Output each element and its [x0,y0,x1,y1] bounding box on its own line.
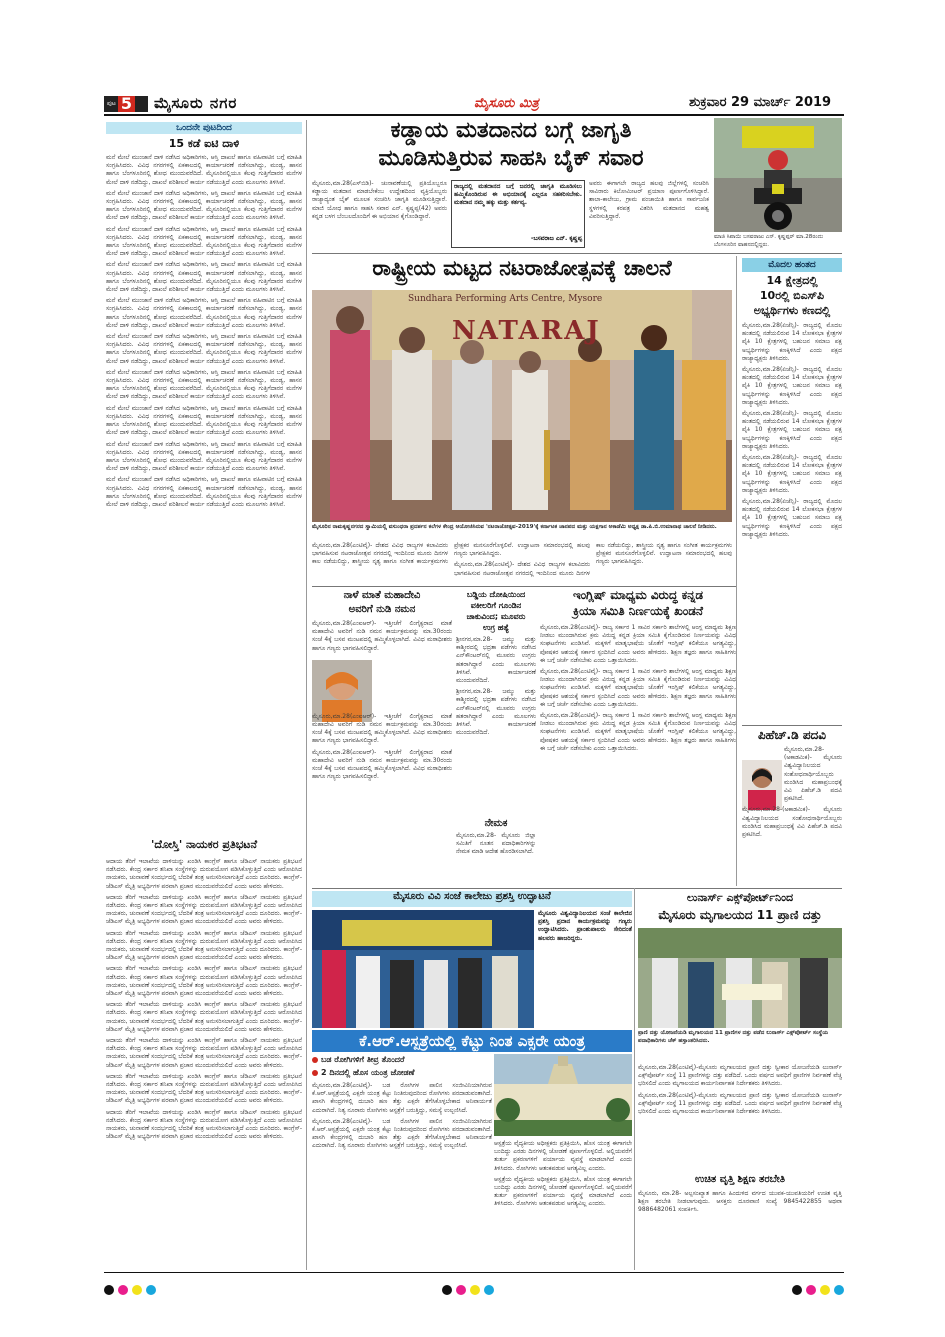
bike-body-left [312,180,447,250]
protest-paragraph-8: ಆದಾಯ ತೆರಿಗೆ ಇಲಾಖೆಯ ದಾಳಿಯನ್ನು ಖಂಡಿಸಿ ಕಾಂಗ್ರೆಸ್ ಹಾಗೂ ಜೆಡಿಎಸ್ ನಾಯಕರು ಪ್ರತಿಭಟನೆ ನಡೆಸಿದರು. ಕೇಂದ್ರ ಸರ್ಕಾರ ತನಿಖಾ ಸಂಸ್ಥೆಗಳನ್ನು ದುರುಪಯೋಗ ಪಡಿಸಿಕೊಳ್ಳುತ್ತಿದೆ ಎಂದು ಆರೋಪಿಸಿದ ನಾಯಕರು, ಚುನಾವಣೆ ಸಂದರ್ಭದಲ್ಲಿ ಬೆದರಿಕೆ ತಂತ್ರ ಅನುಸರಿಸಲಾಗುತ್ತಿದೆ ಎಂದು ದೂರಿದರು. ಕಾಂಗ್ರೆಸ್-ಜೆಡಿಎಸ್ ಮೈತ್ರಿ ಅಭ್ಯರ್ಥಿಗಳ ಪರವಾಗಿ ಪ್ರಚಾರ ಮುಂದುವರೆಯಲಿದೆ ಎಂದು ಅವರು ಹೇಳಿದರು. [106,1108,302,1141]
page-label: ಪುಟ [107,100,116,107]
swami-paragraph-3: ಮೈಸೂರು,ಮಾ.28(ಎಂಐಆರ್)- ಇತ್ತೀಚೆಗೆ ಲಿಂಗೈಕ್ಯರಾದ ಮಾತೆ ಮಹಾದೇವಿ ಅವರಿಗೆ ನುಡಿ ನಮನ ಕಾರ್ಯಕ್ರಮವನ್ನು ಮಾ.30ರಂದು ಸಂಜೆ 4ಕ್ಕೆ ಬಸವ ಮಂಟಪದಲ್ಲಿ ಹಮ್ಮಿಕೊಳ್ಳಲಾಗಿದೆ. ವಿವಿಧ ಮಠಾಧೀಶರು ಹಾಗೂ ಗಣ್ಯರು ಭಾಗವಹಿಸಲಿದ್ದಾರೆ. [312,748,452,781]
bsp-headline-line1: 14 ಕ್ಷೇತ್ರದಲ್ಲಿ [766,274,818,287]
kr-hospital-headline: ಕೆ.ಆರ್.ಆಸ್ಪತ್ರೆಯಲ್ಲಿ ಕೆಟ್ಟು ನಿಂತ ಎಕ್ಸರೇ ಯಂತ್ರ [312,1030,632,1052]
swami-paragraph-2: ಮೈಸೂರು,ಮಾ.28(ಎಂಐಆರ್)- ಇತ್ತೀಚೆಗೆ ಲಿಂಗೈಕ್ಯರಾದ ಮಾತೆ ಮಹಾದೇವಿ ಅವರಿಗೆ ನುಡಿ ನಮನ ಕಾರ್ಯಕ್ರಮವನ್ನು ಮಾ.30ರಂದು ಸಂಜೆ 4ಕ್ಕೆ ಬಸವ ಮಂಟಪದಲ್ಲಿ ಹಮ್ಮಿಕೊಳ್ಳಲಾಗಿದೆ. ವಿವಿಧ ಮಠಾಧೀಶರು ಹಾಗೂ ಗಣ್ಯರು ಭಾಗವಹಿಸಲಿದ್ದಾರೆ. [312,712,452,745]
kr-hospital-bullet-1-text: ಬಡ ರೋಗಿಗಳಿಗೆ ತೀವ್ರ ತೊಂದರೆ [321,1055,405,1064]
luna-paragraph-1: ಮೈಸೂರು,ಮಾ.28(ಎಂಟಿವೈ)-ಮೈಸೂರು ಮೃಗಾಲಯದ ಪ್ರಾಣಿ ದತ್ತು ಸ್ವೀಕಾರ ಯೋಜನೆಯಡಿ ಲುನಾರ್ಸ್ ಎಕ್ಸ್‌ಪೋರ್ಟ್ ಸಂಸ್ಥೆ 11 ಪ್ರಾಣಿಗಳನ್ನು ದತ್ತು ಪಡೆದಿದೆ. ಒಂದು ವರ್ಷದ ಅವಧಿಗೆ ಪ್ರಾಣಿಗಳ ನಿರ್ವಹಣೆ ವೆಚ್ಚ ಭರಿಸಲಿದೆ ಎಂದು ಮೃಗಾಲಯದ ಕಾರ್ಯನಿರ್ವಾಹಕ ನಿರ್ದೇಶಕರು ತಿಳಿಸಿದರು. [638,1064,842,1088]
appointment-subhead: ನೇಮಕ [484,818,508,829]
left-column-divider [306,120,307,1270]
it-raid-paragraph-9: ಮನೆ ಮೇಲೆ ಮುಂಜಾನೆ ದಾಳಿ ನಡೆಸಿದ ಅಧಿಕಾರಿಗಳು, ಆಸ್ತಿ ದಾಖಲೆ ಹಾಗೂ ವಹಿವಾಟಿನ ಬಗ್ಗೆ ಮಾಹಿತಿ ಸಂಗ್ರಹಿಸಿದರು. ವಿವಿಧ ನಗರಗಳಲ್ಲಿ ಏಕಕಾಲದಲ್ಲಿ ಕಾರ್ಯಾಚರಣೆ ನಡೆಸಲಾಗಿದ್ದು, ಮಂಡ್ಯ, ಹಾಸನ ಹಾಗೂ ಬೆಂಗಳೂರಿನಲ್ಲಿ ಶೋಧ ಮುಂದುವರೆದಿದೆ. ಮೈಸೂರಿನಲ್ಲಿಯೂ ಕೆಲವು ಗುತ್ತಿಗೆದಾರರ ಮನೆಗಳ ಮೇಲೆ ದಾಳಿ ನಡೆದಿದ್ದು, ದಾಖಲೆ ಪರಿಶೀಲನೆ ಕಾರ್ಯ ನಡೆಯುತ್ತಿದೆ ಎಂದು ಮೂಲಗಳು ತಿಳಿಸಿವೆ. [106,440,302,473]
nataraja-body-text-1: ಮೈಸೂರು,ಮಾ.28(ಎಂಟಿವೈ)- ದೇಶದ ವಿವಿಧ ರಾಜ್ಯಗಳ ಕಲಾವಿದರು ಭಾಗವಹಿಸುವ ನಟರಾಜೋತ್ಸವ ನಗರದಲ್ಲಿ ಇಂದಿನಿಂದ ಮೂರು ದಿನಗಳ ಕಾಲ ನಡೆಯಲಿದ್ದು, ಶಾಸ್ತ್ರೀಯ ನೃತ್ಯ ಹಾಗೂ ಸಂಗೀತ ಕಾರ್ಯಕ್ರಮಗಳು ಪ್ರೇಕ್ಷಕರ ಮನಸೂರೆಗೊಳ್ಳಲಿವೆ. ಉದ್ಘಾಟನಾ ಸಮಾರಂಭದಲ್ಲಿ ಹಲವು ಗಣ್ಯರು ಭಾಗವಹಿಸಿದ್ದರು. [312,542,590,566]
nataraja-banner-text: Sundhara Performing Arts Centre, Mysore [408,294,603,304]
protest-body [106,858,302,1270]
kannada-headline-line2: ಕ್ರಿಯಾ ಸಮಿತಿ ನಿರ್ಣಯಕ್ಕೆ ಖಂಡನೆ [572,604,704,618]
attack-headline-line1: ಬಡ್ಡಿಯ ದೋಷಿಯಿಂದ [466,590,526,599]
kr-hospital-photo [494,1054,632,1136]
kr-hospital-building-illustration [494,1054,632,1136]
kannada-headline-line1: ಇಂಗ್ಲಿಷ್ ಮಾಧ್ಯಮ ವಿರುದ್ಧ ಕನ್ನಡ [572,588,704,602]
swami-paragraph-1: ಮೈಸೂರು,ಮಾ.28(ಎಂಐಆರ್)- ಇತ್ತೀಚೆಗೆ ಲಿಂಗೈಕ್ಯರಾದ ಮಾತೆ ಮಹಾದೇವಿ ಅವರಿಗೆ ನುಡಿ ನಮನ ಕಾರ್ಯಕ್ರಮವನ್ನು ಮಾ.30ರಂದು ಸಂಜೆ 4ಕ್ಕೆ ಬಸವ ಮಂಟಪದಲ್ಲಿ ಹಮ್ಮಿಕೊಳ್ಳಲಾಗಿದೆ. ವಿವಿಧ ಮಠಾಧೀಶರು ಹಾಗೂ ಗಣ್ಯರು ಭಾಗವಹಿಸಲಿದ್ದಾರೆ. [312,620,452,652]
bsp-body [742,322,842,722]
attack-headline-line2: ವಕೀಲರಿಗೆ ಗೂಂಡಿನ [470,601,522,610]
kr-hospital-paragraph-2: ಮೈಸೂರು,ಮಾ.28(ಎಂಟಿವೈ)- ಬಡ ರೋಗಿಗಳ ಪಾಲಿನ ಸಂಜೀವಿನಿಯಾಗಿರುವ ಕೆ.ಆರ್.ಆಸ್ಪತ್ರೆಯಲ್ಲಿ ಎಕ್ಸರೇ ಯಂತ್ರ ಕೆಟ್ಟು ನಿಂತಿರುವುದರಿಂದ ರೋಗಿಗಳು ಪರದಾಡುವಂತಾಗಿದೆ. ಖಾಸಗಿ ಕೇಂದ್ರಗಳಲ್ಲಿ ದುಬಾರಿ ಹಣ ತೆತ್ತು ಎಕ್ಸರೇ ತೆಗೆಸಿಕೊಳ್ಳಬೇಕಾದ ಅನಿವಾರ್ಯತೆ ಎದುರಾಗಿದೆ. ನಿತ್ಯ ನೂರಾರು ರೋಗಿಗಳು ಆಸ್ಪತ್ರೆಗೆ ಬರುತ್ತಿದ್ದು, ಸಮಸ್ಯೆ ಉಲ್ಬಣಿಸಿದೆ. [312,1117,492,1150]
left-column-tag: ಒಂದನೇ ಪುಟದಿಂದ [106,122,302,134]
it-raid-headline: 15 ಕಡೆ ಐಟಿ ದಾಳಿ [168,137,240,150]
bike-body-right-text: ಅವರು ಈಗಾಗಲೇ ರಾಜ್ಯದ ಹಲವು ಜಿಲ್ಲೆಗಳಲ್ಲಿ ಸಂಚರಿಸಿ ಸಾವಿರಾರು ಕಿಲೋಮೀಟರ್ ಪ್ರಯಾಣ ಪೂರ್ಣಗೊಳಿಸಿದ್ದಾರೆ. ಶಾಲಾ-ಕಾಲೇಜು, ಗ್ರಾಮ ಪಂಚಾಯಿತಿ ಹಾಗೂ ಸಾರ್ವಜನಿಕ ಸ್ಥಳಗಳಲ್ಲಿ ಕರಪತ್ರ ವಿತರಿಸಿ ಮತದಾನದ ಮಹತ್ವ ವಿವರಿಸುತ್ತಿದ್ದಾರೆ. [589,180,709,220]
kr-hospital-bullet-2-text: 2 ದಿನದಲ್ಲಿ ಹೊಸ ಯಂತ್ರ ಜೋಡಣೆ [321,1068,415,1077]
training-subhead: ಉಚಿತ ವೃತ್ತಿ ಶಿಕ್ಷಣ ತರಬೇತಿ [694,1174,786,1185]
college-event-photo [312,910,534,1028]
bullet-icon [312,1070,318,1076]
kr-hospital-body-1 [312,1082,492,1270]
luna-headline-line2: ಮೈಸೂರು ಮೃಗಾಲಯದ 11 ಪ್ರಾಣಿ ದತ್ತು [658,908,822,922]
bsp-paragraph-4: ಮೈಸೂರು,ಮಾ.28(ಏಜೆನ್ಸಿ)- ರಾಜ್ಯದಲ್ಲಿ ಮೊದಲ ಹಂತದಲ್ಲಿ ನಡೆಯಲಿರುವ 14 ಲೋಕಸಭಾ ಕ್ಷೇತ್ರಗಳ ಪೈಕಿ 10 ಕ್ಷೇತ್ರಗಳಲ್ಲಿ ಬಹುಜನ ಸಮಾಜ ಪಕ್ಷ ಅಭ್ಯರ್ಥಿಗಳನ್ನು ಕಣಕ್ಕಿಳಿಸಿದೆ ಎಂದು ಪಕ್ಷದ ರಾಜ್ಯಾಧ್ಯಕ್ಷರು ತಿಳಿಸಿದರು. [742,454,842,494]
college-stage-illustration [312,910,534,1028]
nataraja-photo-caption: ಮೈಸೂರಿನ ರಾಮಕೃಷ್ಣನಗರದ ಸ್ವಾಮಿಯಲ್ಲಿ ವಸುಂಧರಾ ಪ್ರದರ್ಶನ ಕಲೆಗಳ ಕೇಂದ್ರ ಆಯೋಜಿಸಿರುವ 'ನಟರಾಜೋತ್ಸವ-2019'ಕ್ಕೆ ಕರ್ನಾಟಕ ಜಾನಪದ ಮತ್ತು ಯಕ್ಷಗಾನ ಅಕಾಡೆಮಿ ಅಧ್ಯಕ್ಷ ಡಾ.ಪಿ.ಬಿ.ಉಮಾನಾಥ ಚಾಲನೆ ನೀಡಿದರು. [312,524,717,530]
luna-event-photo [638,928,842,1028]
page-header [104,94,844,114]
protest-paragraph-3: ಆದಾಯ ತೆರಿಗೆ ಇಲಾಖೆಯ ದಾಳಿಯನ್ನು ಖಂಡಿಸಿ ಕಾಂಗ್ರೆಸ್ ಹಾಗೂ ಜೆಡಿಎಸ್ ನಾಯಕರು ಪ್ರತಿಭಟನೆ ನಡೆಸಿದರು. ಕೇಂದ್ರ ಸರ್ಕಾರ ತನಿಖಾ ಸಂಸ್ಥೆಗಳನ್ನು ದುರುಪಯೋಗ ಪಡಿಸಿಕೊಳ್ಳುತ್ತಿದೆ ಎಂದು ಆರೋಪಿಸಿದ ನಾಯಕರು, ಚುನಾವಣೆ ಸಂದರ್ಭದಲ್ಲಿ ಬೆದರಿಕೆ ತಂತ್ರ ಅನುಸರಿಸಲಾಗುತ್ತಿದೆ ಎಂದು ದೂರಿದರು. ಕಾಂಗ್ರೆಸ್-ಜೆಡಿಎಸ್ ಮೈತ್ರಿ ಅಭ್ಯರ್ಥಿಗಳ ಪರವಾಗಿ ಪ್ರಚಾರ ಮುಂದುವರೆಯಲಿದೆ ಎಂದು ಅವರು ಹೇಳಿದರು. [106,929,302,962]
training-paragraph: ಮೈಸೂರು, ಮಾ.28- ಅಲ್ಪಸಂಖ್ಯಾತ ಹಾಗೂ ಹಿಂದುಳಿದ ವರ್ಗದ ಯುವಕ-ಯುವತಿಯರಿಗೆ ಉಚಿತ ವೃತ್ತಿ ಶಿಕ್ಷಣ ತರಬೇತಿ ನೀಡಲಾಗುವುದು. ಆಸಕ್ತರು ದೂರವಾಣಿ ಸಂಖ್ಯೆ 9845422855 ಅಥವಾ 9886482061 ಸಂಪರ್ಕಿಸಿ. [638,1190,842,1214]
bike-rider-photo [714,118,842,232]
bsp-rule [742,725,842,726]
registration-mark-yellow [132,1285,142,1295]
bsp-paragraph-5: ಮೈಸೂರು,ಮಾ.28(ಏಜೆನ್ಸಿ)- ರಾಜ್ಯದಲ್ಲಿ ಮೊದಲ ಹಂತದಲ್ಲಿ ನಡೆಯಲಿರುವ 14 ಲೋಕಸಭಾ ಕ್ಷೇತ್ರಗಳ ಪೈಕಿ 10 ಕ್ಷೇತ್ರಗಳಲ್ಲಿ ಬಹುಜನ ಸಮಾಜ ಪಕ್ಷ ಅಭ್ಯರ್ಥಿಗಳನ್ನು ಕಣಕ್ಕಿಳಿಸಿದೆ ಎಂದು ಪಕ್ಷದ ರಾಜ್ಯಾಧ್ಯಕ್ಷರು ತಿಳಿಸಿದರು. [742,498,842,538]
it-raid-paragraph-8: ಮನೆ ಮೇಲೆ ಮುಂಜಾನೆ ದಾಳಿ ನಡೆಸಿದ ಅಧಿಕಾರಿಗಳು, ಆಸ್ತಿ ದಾಖಲೆ ಹಾಗೂ ವಹಿವಾಟಿನ ಬಗ್ಗೆ ಮಾಹಿತಿ ಸಂಗ್ರಹಿಸಿದರು. ವಿವಿಧ ನಗರಗಳಲ್ಲಿ ಏಕಕಾಲದಲ್ಲಿ ಕಾರ್ಯಾಚರಣೆ ನಡೆಸಲಾಗಿದ್ದು, ಮಂಡ್ಯ, ಹಾಸನ ಹಾಗೂ ಬೆಂಗಳೂರಿನಲ್ಲಿ ಶೋಧ ಮುಂದುವರೆದಿದೆ. ಮೈಸೂರಿನಲ್ಲಿಯೂ ಕೆಲವು ಗುತ್ತಿಗೆದಾರರ ಮನೆಗಳ ಮೇಲೆ ದಾಳಿ ನಡೆದಿದ್ದು, ದಾಖಲೆ ಪರಿಶೀಲನೆ ಕಾರ್ಯ ನಡೆಯುತ್ತಿದೆ ಎಂದು ಮೂಲಗಳು ತಿಳಿಸಿವೆ. [106,404,302,437]
college-headline: ಮೈಸೂರು ವಿವಿ ಸಂಜೆ ಕಾಲೇಜು ಪ್ರಶಸ್ತಿ ಉದ್ಘಾಟನೆ [312,891,632,907]
bsp-paragraph-2: ಮೈಸೂರು,ಮಾ.28(ಏಜೆನ್ಸಿ)- ರಾಜ್ಯದಲ್ಲಿ ಮೊದಲ ಹಂತದಲ್ಲಿ ನಡೆಯಲಿರುವ 14 ಲೋಕಸಭಾ ಕ್ಷೇತ್ರಗಳ ಪೈಕಿ 10 ಕ್ಷೇತ್ರಗಳಲ್ಲಿ ಬಹುಜನ ಸಮಾಜ ಪಕ್ಷ ಅಭ್ಯರ್ಥಿಗಳನ್ನು ಕಣಕ್ಕಿಳಿಸಿದೆ ಎಂದು ಪಕ್ಷದ ರಾಜ್ಯಾಧ್ಯಕ್ಷರು ತಿಳಿಸಿದರು. [742,366,842,406]
protest-paragraph-4: ಆದಾಯ ತೆರಿಗೆ ಇಲಾಖೆಯ ದಾಳಿಯನ್ನು ಖಂಡಿಸಿ ಕಾಂಗ್ರೆಸ್ ಹಾಗೂ ಜೆಡಿಎಸ್ ನಾಯಕರು ಪ್ರತಿಭಟನೆ ನಡೆಸಿದರು. ಕೇಂದ್ರ ಸರ್ಕಾರ ತನಿಖಾ ಸಂಸ್ಥೆಗಳನ್ನು ದುರುಪಯೋಗ ಪಡಿಸಿಕೊಳ್ಳುತ್ತಿದೆ ಎಂದು ಆರೋಪಿಸಿದ ನಾಯಕರು, ಚುನಾವಣೆ ಸಂದರ್ಭದಲ್ಲಿ ಬೆದರಿಕೆ ತಂತ್ರ ಅನುಸರಿಸಲಾಗುತ್ತಿದೆ ಎಂದು ದೂರಿದರು. ಕಾಂಗ್ರೆಸ್-ಜೆಡಿಎಸ್ ಮೈತ್ರಿ ಅಭ್ಯರ್ಥಿಗಳ ಪರವಾಗಿ ಪ್ರಚಾರ ಮುಂದುವರೆಯಲಿದೆ ಎಂದು ಅವರು ಹೇಳಿದರು. [106,965,302,998]
luna-photo-caption: ಪ್ರಾಣಿ ದತ್ತು ಯೋಜನೆಯಡಿ ಮೃಗಾಲಯದ 11 ಪ್ರಾಣಿಗಳ ದತ್ತು ಪಡೆದ ಲುನಾರ್ಸ್ ಎಕ್ಸ್‌ಪೋರ್ಟ್ ಸಂಸ್ಥೆಯ ಪದಾಧಿಕಾರಿಗಳು ಚೆಕ್ ಹಸ್ತಾಂತರಿಸಿದರು. [638,1030,829,1044]
registration-mark-magenta [118,1285,128,1295]
luna-body [638,1064,842,1172]
registration-mark-black [104,1285,114,1295]
it-raid-paragraph-3: ಮನೆ ಮೇಲೆ ಮುಂಜಾನೆ ದಾಳಿ ನಡೆಸಿದ ಅಧಿಕಾರಿಗಳು, ಆಸ್ತಿ ದಾಖಲೆ ಹಾಗೂ ವಹಿವಾಟಿನ ಬಗ್ಗೆ ಮಾಹಿತಿ ಸಂಗ್ರಹಿಸಿದರು. ವಿವಿಧ ನಗರಗಳಲ್ಲಿ ಏಕಕಾಲದಲ್ಲಿ ಕಾರ್ಯಾಚರಣೆ ನಡೆಸಲಾಗಿದ್ದು, ಮಂಡ್ಯ, ಹಾಸನ ಹಾಗೂ ಬೆಂಗಳೂರಿನಲ್ಲಿ ಶೋಧ ಮುಂದುವರೆದಿದೆ. ಮೈಸೂರಿನಲ್ಲಿಯೂ ಕೆಲವು ಗುತ್ತಿಗೆದಾರರ ಮನೆಗಳ ಮೇಲೆ ದಾಳಿ ನಡೆದಿದ್ದು, ದಾಖಲೆ ಪರಿಶೀಲನೆ ಕಾರ್ಯ ನಡೆಯುತ್ತಿದೆ ಎಂದು ಮೂಲಗಳು ತಿಳಿಸಿವೆ. [106,225,302,258]
kr-hospital-body-2 [494,1140,632,1270]
registration-mark-yellow-right [820,1285,830,1295]
luna-event-illustration [638,928,842,1028]
kr-hospital-paragraph-1: ಮೈಸೂರು,ಮಾ.28(ಎಂಟಿವೈ)- ಬಡ ರೋಗಿಗಳ ಪಾಲಿನ ಸಂಜೀವಿನಿಯಾಗಿರುವ ಕೆ.ಆರ್.ಆಸ್ಪತ್ರೆಯಲ್ಲಿ ಎಕ್ಸರೇ ಯಂತ್ರ ಕೆಟ್ಟು ನಿಂತಿರುವುದರಿಂದ ರೋಗಿಗಳು ಪರದಾಡುವಂತಾಗಿದೆ. ಖಾಸಗಿ ಕೇಂದ್ರಗಳಲ್ಲಿ ದುಬಾರಿ ಹಣ ತೆತ್ತು ಎಕ್ಸರೇ ತೆಗೆಸಿಕೊಳ್ಳಬೇಕಾದ ಅನಿವಾರ್ಯತೆ ಎದುರಾಗಿದೆ. ನಿತ್ಯ ನೂರಾರು ರೋಗಿಗಳು ಆಸ್ಪತ್ರೆಗೆ ಬರುತ್ತಿದ್ದು, ಸಮಸ್ಯೆ ಉಲ್ಬಣಿಸಿದೆ. [312,1082,492,1114]
page-number: 5 [118,96,135,112]
luna-divider [634,888,635,1270]
it-raid-paragraph-1: ಮನೆ ಮೇಲೆ ಮುಂಜಾನೆ ದಾಳಿ ನಡೆಸಿದ ಅಧಿಕಾರಿಗಳು, ಆಸ್ತಿ ದಾಖಲೆ ಹಾಗೂ ವಹಿವಾಟಿನ ಬಗ್ಗೆ ಮಾಹಿತಿ ಸಂಗ್ರಹಿಸಿದರು. ವಿವಿಧ ನಗರಗಳಲ್ಲಿ ಏಕಕಾಲದಲ್ಲಿ ಕಾರ್ಯಾಚರಣೆ ನಡೆಸಲಾಗಿದ್ದು, ಮಂಡ್ಯ, ಹಾಸನ ಹಾಗೂ ಬೆಂಗಳೂರಿನಲ್ಲಿ ಶೋಧ ಮುಂದುವರೆದಿದೆ. ಮೈಸೂರಿನಲ್ಲಿಯೂ ಕೆಲವು ಗುತ್ತಿಗೆದಾರರ ಮನೆಗಳ ಮೇಲೆ ದಾಳಿ ನಡೆದಿದ್ದು, ದಾಖಲೆ ಪರಿಶೀಲನೆ ಕಾರ್ಯ ನಡೆಯುತ್ತಿದೆ ಎಂದು ಮೂಲಗಳು ತಿಳಿಸಿವೆ. [106,154,302,186]
college-sidebar [538,910,632,1028]
bsp-kicker: ಮೊದಲ ಹಂತದ [742,258,842,272]
bike-story-rule [312,253,842,254]
protest-paragraph-7: ಆದಾಯ ತೆರಿಗೆ ಇಲಾಖೆಯ ದಾಳಿಯನ್ನು ಖಂಡಿಸಿ ಕಾಂಗ್ರೆಸ್ ಹಾಗೂ ಜೆಡಿಎಸ್ ನಾಯಕರು ಪ್ರತಿಭಟನೆ ನಡೆಸಿದರು. ಕೇಂದ್ರ ಸರ್ಕಾರ ತನಿಖಾ ಸಂಸ್ಥೆಗಳನ್ನು ದುರುಪಯೋಗ ಪಡಿಸಿಕೊಳ್ಳುತ್ತಿದೆ ಎಂದು ಆರೋಪಿಸಿದ ನಾಯಕರು, ಚುನಾವಣೆ ಸಂದರ್ಭದಲ್ಲಿ ಬೆದರಿಕೆ ತಂತ್ರ ಅನುಸರಿಸಲಾಗುತ್ತಿದೆ ಎಂದು ದೂರಿದರು. ಕಾಂಗ್ರೆಸ್-ಜೆಡಿಎಸ್ ಮೈತ್ರಿ ಅಭ್ಯರ್ಥಿಗಳ ಪರವಾಗಿ ಪ್ರಚಾರ ಮುಂದುವರೆಯಲಿದೆ ಎಂದು ಅವರು ಹೇಳಿದರು. [106,1072,302,1105]
attack-headline-line3: ಚಾಕುವಿಂದ; ಮೂವರು [466,612,526,621]
phd-paragraph-1: ಮೈಸೂರು,ಮಾ.28-(ಅಕಾಡಮಿಕ)- ಮೈಸೂರು ವಿಶ್ವವಿದ್ಯಾನಿಲಯದ ಸಂಶೋಧನಾರ್ಥಿಯೊಬ್ಬರು ಮಂಡಿಸಿದ ಮಹಾಪ್ರಬಂಧಕ್ಕೆ ವಿವಿ ಪಿಹೆಚ್.ಡಿ ಪದವಿ ಪ್ರಕಟಿಸಿದೆ. [784,746,842,803]
swami-rule-top [312,586,736,587]
appointment-paragraph: ಮೈಸೂರು,ಮಾ.28- ಮೈಸೂರು ಜಿಲ್ಲಾ ಸಮಿತಿಗೆ ನೂತನ ಪದಾಧಿಕಾರಿಗಳನ್ನು ನೇಮಕ ಮಾಡಿ ಆದೇಶ ಹೊರಡಿಸಲಾಗಿದೆ. [456,832,536,856]
it-raid-body [106,154,302,834]
attack-paragraph-1: ಶ್ರೀನಗರ,ಮಾ.28- ಜಮ್ಮು ಮತ್ತು ಕಾಶ್ಮೀರದಲ್ಲಿ ಭದ್ರತಾ ಪಡೆಗಳು ನಡೆಸಿದ ಎನ್‌ಕೌಂಟರ್‌ನಲ್ಲಿ ಮೂವರು ಉಗ್ರರು ಹತರಾಗಿದ್ದಾರೆ ಎಂದು ಮೂಲಗಳು ತಿಳಿಸಿವೆ. ಕಾರ್ಯಾಚರಣೆ ಮುಂದುವರೆದಿದೆ. [456,636,536,685]
phd-headline: ಪಿಹೆಚ್.ಡಿ ಪದವಿ [757,728,827,742]
footer-rule [104,1272,844,1273]
registration-mark-magenta-center [456,1285,466,1295]
header-rule [104,114,844,116]
page-number-box [104,96,148,112]
bsp-paragraph-3: ಮೈಸೂರು,ಮಾ.28(ಏಜೆನ್ಸಿ)- ರಾಜ್ಯದಲ್ಲಿ ಮೊದಲ ಹಂತದಲ್ಲಿ ನಡೆಯಲಿರುವ 14 ಲೋಕಸಭಾ ಕ್ಷೇತ್ರಗಳ ಪೈಕಿ 10 ಕ್ಷೇತ್ರಗಳಲ್ಲಿ ಬಹುಜನ ಸಮಾಜ ಪಕ್ಷ ಅಭ್ಯರ್ಥಿಗಳನ್ನು ಕಣಕ್ಕಿಳಿಸಿದೆ ಎಂದು ಪಕ್ಷದ ರಾಜ್ಯಾಧ್ಯಕ್ಷರು ತಿಳಿಸಿದರು. [742,410,842,450]
it-raid-paragraph-5: ಮನೆ ಮೇಲೆ ಮುಂಜಾನೆ ದಾಳಿ ನಡೆಸಿದ ಅಧಿಕಾರಿಗಳು, ಆಸ್ತಿ ದಾಖಲೆ ಹಾಗೂ ವಹಿವಾಟಿನ ಬಗ್ಗೆ ಮಾಹಿತಿ ಸಂಗ್ರಹಿಸಿದರು. ವಿವಿಧ ನಗರಗಳಲ್ಲಿ ಏಕಕಾಲದಲ್ಲಿ ಕಾರ್ಯಾಚರಣೆ ನಡೆಸಲಾಗಿದ್ದು, ಮಂಡ್ಯ, ಹಾಸನ ಹಾಗೂ ಬೆಂಗಳೂರಿನಲ್ಲಿ ಶೋಧ ಮುಂದುವರೆದಿದೆ. ಮೈಸೂರಿನಲ್ಲಿಯೂ ಕೆಲವು ಗುತ್ತಿಗೆದಾರರ ಮನೆಗಳ ಮೇಲೆ ದಾಳಿ ನಡೆದಿದ್ದು, ದಾಖಲೆ ಪರಿಶೀಲನೆ ಕಾರ್ಯ ನಡೆಯುತ್ತಿದೆ ಎಂದು ಮೂಲಗಳು ತಿಳಿಸಿವೆ. [106,297,302,329]
bike-quote-box [451,180,585,248]
nataraja-body [312,542,732,584]
phd-paragraph-2: ಮೈಸೂರು,ಮಾ.28-(ಅಕಾಡಮಿಕ)- ಮೈಸೂರು ವಿಶ್ವವಿದ್ಯಾನಿಲಯದ ಸಂಶೋಧನಾರ್ಥಿಯೊಬ್ಬರು ಮಂಡಿಸಿದ ಮಹಾಪ್ರಬಂಧಕ್ಕೆ ವಿವಿ ಪಿಹೆಚ್.ಡಿ ಪದವಿ ಪ್ರಕಟಿಸಿದೆ. [742,806,842,839]
bullet-icon [312,1057,318,1063]
protest-paragraph-5: ಆದಾಯ ತೆರಿಗೆ ಇಲಾಖೆಯ ದಾಳಿಯನ್ನು ಖಂಡಿಸಿ ಕಾಂಗ್ರೆಸ್ ಹಾಗೂ ಜೆಡಿಎಸ್ ನಾಯಕರು ಪ್ರತಿಭಟನೆ ನಡೆಸಿದರು. ಕೇಂದ್ರ ಸರ್ಕಾರ ತನಿಖಾ ಸಂಸ್ಥೆಗಳನ್ನು ದುರುಪಯೋಗ ಪಡಿಸಿಕೊಳ್ಳುತ್ತಿದೆ ಎಂದು ಆರೋಪಿಸಿದ ನಾಯಕರು, ಚುನಾವಣೆ ಸಂದರ್ಭದಲ್ಲಿ ಬೆದರಿಕೆ ತಂತ್ರ ಅನುಸರಿಸಲಾಗುತ್ತಿದೆ ಎಂದು ದೂರಿದರು. ಕಾಂಗ್ರೆಸ್-ಜೆಡಿಎಸ್ ಮೈತ್ರಿ ಅಭ್ಯರ್ಥಿಗಳ ಪರವಾಗಿ ಪ್ರಚಾರ ಮುಂದುವರೆಯಲಿದೆ ಎಂದು ಅವರು ಹೇಳಿದರು. [106,1001,302,1033]
training-body [638,1190,842,1270]
right-column-divider [736,256,737,886]
kr-hospital-paragraph-3: ಆಸ್ಪತ್ರೆಯ ವೈದ್ಯಕೀಯ ಅಧೀಕ್ಷಕರು ಪ್ರತಿಕ್ರಿಯಿಸಿ, ಹೊಸ ಯಂತ್ರ ಈಗಾಗಲೇ ಬಂದಿದ್ದು ಎರಡು ದಿನಗಳಲ್ಲಿ ಜೋಡಣೆ ಪೂರ್ಣಗೊಳ್ಳಲಿದೆ. ಅಲ್ಲಿಯವರೆಗೆ ತುರ್ತು ಪ್ರಕರಣಗಳಿಗೆ ಪರ್ಯಾಯ ವ್ಯವಸ್ಥೆ ಮಾಡಲಾಗಿದೆ ಎಂದು ತಿಳಿಸಿದರು. ರೋಗಿಗಳು ಆತಂಕಪಡುವ ಅಗತ್ಯವಿಲ್ಲ ಎಂದರು. [494,1140,632,1172]
nataraja-event-photo [312,290,732,522]
protest-subhead: 'ದೋಸ್ತಿ' ನಾಯಕರ ಪ್ರತಿಭಟನೆ [150,838,258,851]
kr-hospital-paragraph-4: ಆಸ್ಪತ್ರೆಯ ವೈದ್ಯಕೀಯ ಅಧೀಕ್ಷಕರು ಪ್ರತಿಕ್ರಿಯಿಸಿ, ಹೊಸ ಯಂತ್ರ ಈಗಾಗಲೇ ಬಂದಿದ್ದು ಎರಡು ದಿನಗಳಲ್ಲಿ ಜೋಡಣೆ ಪೂರ್ಣಗೊಳ್ಳಲಿದೆ. ಅಲ್ಲಿಯವರೆಗೆ ತುರ್ತು ಪ್ರಕರಣಗಳಿಗೆ ಪರ್ಯಾಯ ವ್ಯವಸ್ಥೆ ಮಾಡಲಾಗಿದೆ ಎಂದು ತಿಳಿಸಿದರು. ರೋಗಿಗಳು ಆತಂಕಪಡುವ ಅಗತ್ಯವಿಲ್ಲ ಎಂದರು. [494,1175,632,1208]
registration-mark-black-right [792,1285,802,1295]
college-rule-top [312,888,842,889]
kr-hospital-bullet-1 [312,1054,492,1066]
bsp-headline-line3: ಅಭ್ಯರ್ಥಿಗಳು ಕಣದಲ್ಲಿ [753,304,831,317]
phd-body [742,746,842,886]
swami-body [312,620,452,886]
registration-mark-black-center [442,1285,452,1295]
issue-date: ಶುಕ್ರವಾರ 29 ಮಾರ್ಚ್ 2019 [689,95,832,110]
bike-photo-caption: ಮಾಜಿ ಸಿಪಾಯಿ ಬಸವರಾಜು ಎನ್. ಕೃಷ್ಣಪ್ಪರ್ ಮಾ.28ರಂದು ಬೆಂಗಳೂರಿನ ವಾಹನದಲ್ಲಿದ್ದರು. [714,234,824,248]
registration-mark-cyan-center [484,1285,494,1295]
luna-paragraph-2: ಮೈಸೂರು,ಮಾ.28(ಎಂಟಿವೈ)-ಮೈಸೂರು ಮೃಗಾಲಯದ ಪ್ರಾಣಿ ದತ್ತು ಸ್ವೀಕಾರ ಯೋಜನೆಯಡಿ ಲುನಾರ್ಸ್ ಎಕ್ಸ್‌ಪೋರ್ಟ್ ಸಂಸ್ಥೆ 11 ಪ್ರಾಣಿಗಳನ್ನು ದತ್ತು ಪಡೆದಿದೆ. ಒಂದು ವರ್ಷದ ಅವಧಿಗೆ ಪ್ರಾಣಿಗಳ ನಿರ್ವಹಣೆ ವೆಚ್ಚ ಭರಿಸಲಿದೆ ಎಂದು ಮೃಗಾಲಯದ ಕಾರ್ಯನಿರ್ವಾಹಕ ನಿರ್ದೇಶಕರು ತಿಳಿಸಿದರು. [638,1091,842,1116]
bike-headline-line1: ಕಡ್ಡಾಯ ಮತದಾನದ ಬಗ್ಗೆ ಜಾಗೃತಿ [390,118,632,143]
nataraja-body-text-2: ಮೈಸೂರು,ಮಾ.28(ಎಂಟಿವೈ)- ದೇಶದ ವಿವಿಧ ರಾಜ್ಯಗಳ ಕಲಾವಿದರು ಭಾಗವಹಿಸುವ ನಟರಾಜೋತ್ಸವ ನಗರದಲ್ಲಿ ಇಂದಿನಿಂದ ಮೂರು ದಿನಗಳ ಕಾಲ ನಡೆಯಲಿದ್ದು, ಶಾಸ್ತ್ರೀಯ ನೃತ್ಯ ಹಾಗೂ ಸಂಗೀತ ಕಾರ್ಯಕ್ರಮಗಳು ಪ್ರೇಕ್ಷಕರ ಮನಸೂರೆಗೊಳ್ಳಲಿವೆ. ಉದ್ಘಾಟನಾ ಸಮಾರಂಭದಲ್ಲಿ ಹಲವು ಗಣ್ಯರು ಭಾಗವಹಿಸಿದ್ದರು. [454,542,732,577]
it-raid-paragraph-4: ಮನೆ ಮೇಲೆ ಮುಂಜಾನೆ ದಾಳಿ ನಡೆಸಿದ ಅಧಿಕಾರಿಗಳು, ಆಸ್ತಿ ದಾಖಲೆ ಹಾಗೂ ವಹಿವಾಟಿನ ಬಗ್ಗೆ ಮಾಹಿತಿ ಸಂಗ್ರಹಿಸಿದರು. ವಿವಿಧ ನಗರಗಳಲ್ಲಿ ಏಕಕಾಲದಲ್ಲಿ ಕಾರ್ಯಾಚರಣೆ ನಡೆಸಲಾಗಿದ್ದು, ಮಂಡ್ಯ, ಹಾಸನ ಹಾಗೂ ಬೆಂಗಳೂರಿನಲ್ಲಿ ಶೋಧ ಮುಂದುವರೆದಿದೆ. ಮೈಸೂರಿನಲ್ಲಿಯೂ ಕೆಲವು ಗುತ್ತಿಗೆದಾರರ ಮನೆಗಳ ಮೇಲೆ ದಾಳಿ ನಡೆದಿದ್ದು, ದಾಖಲೆ ಪರಿಶೀಲನೆ ಕಾರ್ಯ ನಡೆಯುತ್ತಿದೆ ಎಂದು ಮೂಲಗಳು ತಿಳಿಸಿವೆ. [106,261,302,294]
bike-headline-line2: ಮೂಡಿಸುತ್ತಿರುವ ಸಾಹಸಿ ಬೈಕ್ ಸವಾರ [378,146,644,171]
kannada-body [540,624,736,886]
masthead-logo: ಮೈಸೂರು ಮಿತ್ರ [474,96,539,111]
registration-mark-cyan [146,1285,156,1295]
protest-paragraph-6: ಆದಾಯ ತೆರಿಗೆ ಇಲಾಖೆಯ ದಾಳಿಯನ್ನು ಖಂಡಿಸಿ ಕಾಂಗ್ರೆಸ್ ಹಾಗೂ ಜೆಡಿಎಸ್ ನಾಯಕರು ಪ್ರತಿಭಟನೆ ನಡೆಸಿದರು. ಕೇಂದ್ರ ಸರ್ಕಾರ ತನಿಖಾ ಸಂಸ್ಥೆಗಳನ್ನು ದುರುಪಯೋಗ ಪಡಿಸಿಕೊಳ್ಳುತ್ತಿದೆ ಎಂದು ಆರೋಪಿಸಿದ ನಾಯಕರು, ಚುನಾವಣೆ ಸಂದರ್ಭದಲ್ಲಿ ಬೆದರಿಕೆ ತಂತ್ರ ಅನುಸರಿಸಲಾಗುತ್ತಿದೆ ಎಂದು ದೂರಿದರು. ಕಾಂಗ್ರೆಸ್-ಜೆಡಿಎಸ್ ಮೈತ್ರಿ ಅಭ್ಯರ್ಥಿಗಳ ಪರವಾಗಿ ಪ್ರಚಾರ ಮುಂದುವರೆಯಲಿದೆ ಎಂದು ಅವರು ಹೇಳಿದರು. [106,1037,302,1069]
bike-rider-illustration [714,118,842,232]
attack-paragraph-2: ಶ್ರೀನಗರ,ಮಾ.28- ಜಮ್ಮು ಮತ್ತು ಕಾಶ್ಮೀರದಲ್ಲಿ ಭದ್ರತಾ ಪಡೆಗಳು ನಡೆಸಿದ ಎನ್‌ಕೌಂಟರ್‌ನಲ್ಲಿ ಮೂವರು ಉಗ್ರರು ಹತರಾಗಿದ್ದಾರೆ ಎಂದು ಮೂಲಗಳು ತಿಳಿಸಿವೆ. ಕಾರ್ಯಾಚರಣೆ ಮುಂದುವರೆದಿದೆ. [456,688,536,737]
attack-body [456,636,536,816]
bike-body-left-text: ಮೈಸೂರು,ಮಾ.28(ಎಸ್‌ಬಿಡಿ)- ಚುನಾವಣೆಯಲ್ಲಿ ಪ್ರತಿಯೊಬ್ಬರೂ ಕಡ್ಡಾಯ ಮತದಾನ ಮಾಡಬೇಕೆಂಬ ಉದ್ದೇಶದಿಂದ ವ್ಯಕ್ತಿಯೊಬ್ಬರು ರಾಜ್ಯಾದ್ಯಂತ ಬೈಕ್ ಮೂಲಕ ಸಂಚರಿಸಿ ಜಾಗೃತಿ ಮೂಡಿಸುತ್ತಿದ್ದಾರೆ. ಮಾಜಿ ಯೋಧ ಹಾಗೂ ಸಾಹಸಿ ಸವಾರ ಎನ್. ಕೃಷ್ಣಪ್ಪ(42) ಅವರು ಕನ್ನಡ ಬಳಗ ಬೆಂಬಲದೊಂದಿಗೆ ಈ ಅಭಿಯಾನ ಕೈಗೊಂಡಿದ್ದಾರೆ. [312,180,447,220]
college-sidebar-text: ಮೈಸೂರು ವಿಶ್ವವಿದ್ಯಾನಿಲಯದ ಸಂಜೆ ಕಾಲೇಜಿನ ಪ್ರಶಸ್ತಿ ಪ್ರದಾನ ಕಾರ್ಯಕ್ರಮವನ್ನು ಗಣ್ಯರು ಉದ್ಘಾಟಿಸಿದರು. ಪ್ರಾಂಶುಪಾಲರು ಸೇರಿದಂತೆ ಹಲವರು ಹಾಜರಿದ್ದರು. [538,910,632,942]
protest-paragraph-2: ಆದಾಯ ತೆರಿಗೆ ಇಲಾಖೆಯ ದಾಳಿಯನ್ನು ಖಂಡಿಸಿ ಕಾಂಗ್ರೆಸ್ ಹಾಗೂ ಜೆಡಿಎಸ್ ನಾಯಕರು ಪ್ರತಿಭಟನೆ ನಡೆಸಿದರು. ಕೇಂದ್ರ ಸರ್ಕಾರ ತನಿಖಾ ಸಂಸ್ಥೆಗಳನ್ನು ದುರುಪಯೋಗ ಪಡಿಸಿಕೊಳ್ಳುತ್ತಿದೆ ಎಂದು ಆರೋಪಿಸಿದ ನಾಯಕರು, ಚುನಾವಣೆ ಸಂದರ್ಭದಲ್ಲಿ ಬೆದರಿಕೆ ತಂತ್ರ ಅನುಸರಿಸಲಾಗುತ್ತಿದೆ ಎಂದು ದೂರಿದರು. ಕಾಂಗ್ರೆಸ್-ಜೆಡಿಎಸ್ ಮೈತ್ರಿ ಅಭ್ಯರ್ಥಿಗಳ ಪರವಾಗಿ ಪ್ರಚಾರ ಮುಂದುವರೆಯಲಿದೆ ಎಂದು ಅವರು ಹೇಳಿದರು. [106,893,302,926]
it-raid-paragraph-2: ಮನೆ ಮೇಲೆ ಮುಂಜಾನೆ ದಾಳಿ ನಡೆಸಿದ ಅಧಿಕಾರಿಗಳು, ಆಸ್ತಿ ದಾಖಲೆ ಹಾಗೂ ವಹಿವಾಟಿನ ಬಗ್ಗೆ ಮಾಹಿತಿ ಸಂಗ್ರಹಿಸಿದರು. ವಿವಿಧ ನಗರಗಳಲ್ಲಿ ಏಕಕಾಲದಲ್ಲಿ ಕಾರ್ಯಾಚರಣೆ ನಡೆಸಲಾಗಿದ್ದು, ಮಂಡ್ಯ, ಹಾಸನ ಹಾಗೂ ಬೆಂಗಳೂರಿನಲ್ಲಿ ಶೋಧ ಮುಂದುವರೆದಿದೆ. ಮೈಸೂರಿನಲ್ಲಿಯೂ ಕೆಲವು ಗುತ್ತಿಗೆದಾರರ ಮನೆಗಳ ಮೇಲೆ ದಾಳಿ ನಡೆದಿದ್ದು, ದಾಖಲೆ ಪರಿಶೀಲನೆ ಕಾರ್ಯ ನಡೆಯುತ್ತಿದೆ ಎಂದು ಮೂಲಗಳು ತಿಳಿಸಿವೆ. [106,189,302,222]
it-raid-paragraph-6: ಮನೆ ಮೇಲೆ ಮುಂಜಾನೆ ದಾಳಿ ನಡೆಸಿದ ಅಧಿಕಾರಿಗಳು, ಆಸ್ತಿ ದಾಖಲೆ ಹಾಗೂ ವಹಿವಾಟಿನ ಬಗ್ಗೆ ಮಾಹಿತಿ ಸಂಗ್ರಹಿಸಿದರು. ವಿವಿಧ ನಗರಗಳಲ್ಲಿ ಏಕಕಾಲದಲ್ಲಿ ಕಾರ್ಯಾಚರಣೆ ನಡೆಸಲಾಗಿದ್ದು, ಮಂಡ್ಯ, ಹಾಸನ ಹಾಗೂ ಬೆಂಗಳೂರಿನಲ್ಲಿ ಶೋಧ ಮುಂದುವರೆದಿದೆ. ಮೈಸೂರಿನಲ್ಲಿಯೂ ಕೆಲವು ಗುತ್ತಿಗೆದಾರರ ಮನೆಗಳ ಮೇಲೆ ದಾಳಿ ನಡೆದಿದ್ದು, ದಾಖಲೆ ಪರಿಶೀಲನೆ ಕಾರ್ಯ ನಡೆಯುತ್ತಿದೆ ಎಂದು ಮೂಲಗಳು ತಿಳಿಸಿವೆ. [106,333,302,365]
kr-hospital-bullet-2 [312,1067,492,1079]
protest-paragraph-1: ಆದಾಯ ತೆರಿಗೆ ಇಲಾಖೆಯ ದಾಳಿಯನ್ನು ಖಂಡಿಸಿ ಕಾಂಗ್ರೆಸ್ ಹಾಗೂ ಜೆಡಿಎಸ್ ನಾಯಕರು ಪ್ರತಿಭಟನೆ ನಡೆಸಿದರು. ಕೇಂದ್ರ ಸರ್ಕಾರ ತನಿಖಾ ಸಂಸ್ಥೆಗಳನ್ನು ದುರುಪಯೋಗ ಪಡಿಸಿಕೊಳ್ಳುತ್ತಿದೆ ಎಂದು ಆರೋಪಿಸಿದ ನಾಯಕರು, ಚುನಾವಣೆ ಸಂದರ್ಭದಲ್ಲಿ ಬೆದರಿಕೆ ತಂತ್ರ ಅನುಸರಿಸಲಾಗುತ್ತಿದೆ ಎಂದು ದೂರಿದರು. ಕಾಂಗ್ರೆಸ್-ಜೆಡಿಎಸ್ ಮೈತ್ರಿ ಅಭ್ಯರ್ಥಿಗಳ ಪರವಾಗಿ ಪ್ರಚಾರ ಮುಂದುವರೆಯಲಿದೆ ಎಂದು ಅವರು ಹೇಳಿದರು. [106,858,302,890]
bsp-paragraph-1: ಮೈಸೂರು,ಮಾ.28(ಏಜೆನ್ಸಿ)- ರಾಜ್ಯದಲ್ಲಿ ಮೊದಲ ಹಂತದಲ್ಲಿ ನಡೆಯಲಿರುವ 14 ಲೋಕಸಭಾ ಕ್ಷೇತ್ರಗಳ ಪೈಕಿ 10 ಕ್ಷೇತ್ರಗಳಲ್ಲಿ ಬಹುಜನ ಸಮಾಜ ಪಕ್ಷ ಅಭ್ಯರ್ಥಿಗಳನ್ನು ಕಣಕ್ಕಿಳಿಸಿದೆ ಎಂದು ಪಕ್ಷದ ರಾಜ್ಯಾಧ್ಯಕ್ಷರು ತಿಳಿಸಿದರು. [742,322,842,362]
kannada-paragraph-1: ಮೈಸೂರು,ಮಾ.28(ಎಂಟಿವೈ)- ರಾಜ್ಯ ಸರ್ಕಾರ 1 ಸಾವಿರ ಸರ್ಕಾರಿ ಶಾಲೆಗಳಲ್ಲಿ ಆಂಗ್ಲ ಮಾಧ್ಯಮ ಶಿಕ್ಷಣ ನೀಡಲು ಮುಂದಾಗಿರುವ ಕ್ರಮ ವಿರುದ್ಧ ಕನ್ನಡ ಕ್ರಿಯಾ ಸಮಿತಿ ಕೈಗೊಂಡಿರುವ ನಿರ್ಣಯವನ್ನು ವಿವಿಧ ಸಂಘಟನೆಗಳು ಖಂಡಿಸಿವೆ. ಮಕ್ಕಳಿಗೆ ಮಾತೃಭಾಷೆಯ ಜೊತೆಗೆ ಇಂಗ್ಲಿಷ್ ಕಲಿಕೆಯೂ ಅಗತ್ಯವಿದ್ದು, ಪೋಷಕರ ಆಶಯಕ್ಕೆ ಸರ್ಕಾರ ಸ್ಪಂದಿಸಿದೆ ಎಂದು ಅವರು ಹೇಳಿದರು. ಶಿಕ್ಷಣ ತಜ್ಞರು ಹಾಗೂ ಸಾಹಿತಿಗಳು ಈ ಬಗ್ಗೆ ಚರ್ಚೆ ನಡೆಸಬೇಕು ಎಂದು ಒತ್ತಾಯಿಸಿದರು. [540,624,736,664]
kannada-paragraph-3: ಮೈಸೂರು,ಮಾ.28(ಎಂಟಿವೈ)- ರಾಜ್ಯ ಸರ್ಕಾರ 1 ಸಾವಿರ ಸರ್ಕಾರಿ ಶಾಲೆಗಳಲ್ಲಿ ಆಂಗ್ಲ ಮಾಧ್ಯಮ ಶಿಕ್ಷಣ ನೀಡಲು ಮುಂದಾಗಿರುವ ಕ್ರಮ ವಿರುದ್ಧ ಕನ್ನಡ ಕ್ರಿಯಾ ಸಮಿತಿ ಕೈಗೊಂಡಿರುವ ನಿರ್ಣಯವನ್ನು ವಿವಿಧ ಸಂಘಟನೆಗಳು ಖಂಡಿಸಿವೆ. ಮಕ್ಕಳಿಗೆ ಮಾತೃಭಾಷೆಯ ಜೊತೆಗೆ ಇಂಗ್ಲಿಷ್ ಕಲಿಕೆಯೂ ಅಗತ್ಯವಿದ್ದು, ಪೋಷಕರ ಆಶಯಕ್ಕೆ ಸರ್ಕಾರ ಸ್ಪಂದಿಸಿದೆ ಎಂದು ಅವರು ಹೇಳಿದರು. ಶಿಕ್ಷಣ ತಜ್ಞರು ಹಾಗೂ ಸಾಹಿತಿಗಳು ಈ ಬಗ್ಗೆ ಚರ್ಚೆ ನಡೆಸಬೇಕು ಎಂದು ಒತ್ತಾಯಿಸಿದರು. [540,712,736,752]
swami-headline-line1: ನಾಳೆ ಮಾತೆ ಮಹಾದೇವಿ [343,590,421,601]
registration-mark-yellow-center [470,1285,480,1295]
it-raid-paragraph-10: ಮನೆ ಮೇಲೆ ಮುಂಜಾನೆ ದಾಳಿ ನಡೆಸಿದ ಅಧಿಕಾರಿಗಳು, ಆಸ್ತಿ ದಾಖಲೆ ಹಾಗೂ ವಹಿವಾಟಿನ ಬಗ್ಗೆ ಮಾಹಿತಿ ಸಂಗ್ರಹಿಸಿದರು. ವಿವಿಧ ನಗರಗಳಲ್ಲಿ ಏಕಕಾಲದಲ್ಲಿ ಕಾರ್ಯಾಚರಣೆ ನಡೆಸಲಾಗಿದ್ದು, ಮಂಡ್ಯ, ಹಾಸನ ಹಾಗೂ ಬೆಂಗಳೂರಿನಲ್ಲಿ ಶೋಧ ಮುಂದುವರೆದಿದೆ. ಮೈಸೂರಿನಲ್ಲಿಯೂ ಕೆಲವು ಗುತ್ತಿಗೆದಾರರ ಮನೆಗಳ ಮೇಲೆ ದಾಳಿ ನಡೆದಿದ್ದು, ದಾಖಲೆ ಪರಿಶೀಲನೆ ಕಾರ್ಯ ನಡೆಯುತ್ತಿದೆ ಎಂದು ಮೂಲಗಳು ತಿಳಿಸಿವೆ. [106,476,302,508]
bike-quote-author: -ಬಸವರಾಜ ಎನ್. ಕೃಷ್ಣಪ್ಪ [530,235,582,242]
nataraja-headline: ರಾಷ್ಟ್ರೀಯ ಮಟ್ಟದ ನಟರಾಜೋತ್ಸವಕ್ಕೆ ಚಾಲನೆ [372,256,672,280]
it-raid-paragraph-7: ಮನೆ ಮೇಲೆ ಮುಂಜಾನೆ ದಾಳಿ ನಡೆಸಿದ ಅಧಿಕಾರಿಗಳು, ಆಸ್ತಿ ದಾಖಲೆ ಹಾಗೂ ವಹಿವಾಟಿನ ಬಗ್ಗೆ ಮಾಹಿತಿ ಸಂಗ್ರಹಿಸಿದರು. ವಿವಿಧ ನಗರಗಳಲ್ಲಿ ಏಕಕಾಲದಲ್ಲಿ ಕಾರ್ಯಾಚರಣೆ ನಡೆಸಲಾಗಿದ್ದು, ಮಂಡ್ಯ, ಹಾಸನ ಹಾಗೂ ಬೆಂಗಳೂರಿನಲ್ಲಿ ಶೋಧ ಮುಂದುವರೆದಿದೆ. ಮೈಸೂರಿನಲ್ಲಿಯೂ ಕೆಲವು ಗುತ್ತಿಗೆದಾರರ ಮನೆಗಳ ಮೇಲೆ ದಾಳಿ ನಡೆದಿದ್ದು, ದಾಖಲೆ ಪರಿಶೀಲನೆ ಕಾರ್ಯ ನಡೆಯುತ್ತಿದೆ ಎಂದು ಮೂಲಗಳು ತಿಳಿಸಿವೆ. [106,368,302,401]
appointment-body [456,832,536,886]
section-title: ಮೈಸೂರು ನಗರ [154,94,238,112]
bike-quote: ರಾಜ್ಯದಲ್ಲಿ ಮತದಾನದ ಬಗ್ಗೆ ಜನರಲ್ಲಿ ಜಾಗೃತಿ ಮೂಡಿಸಲು ಹಮ್ಮಿಕೊಂಡಿರುವ ಈ ಅಭಿಯಾನಕ್ಕೆ ಎಲ್ಲರೂ ಸಹಕರಿಸಬೇಕು. ಮತದಾನ ನಮ್ಮ ಹಕ್ಕು ಮತ್ತು ಕರ್ತವ್ಯ. [454,183,582,207]
nataraja-banner-big: NATARAJ [452,316,601,346]
registration-mark-cyan-right [834,1285,844,1295]
luna-headline-line1: ಲುನಾರ್ಸ್ ಎಕ್ಸ್‌ಪೋರ್ಟ್‌ನಿಂದ [686,891,794,904]
swami-headline-line2: ಅವರಿಗೆ ನುಡಿ ನಮನ [348,604,416,615]
attack-headline-line4: ಉಗ್ರ ಹತ್ಯೆ [482,623,510,632]
bsp-headline-line2: 10ರಲ್ಲಿ ಬಿಎಸ್‌ಪಿ [759,289,825,302]
registration-mark-magenta-right [806,1285,816,1295]
kannada-paragraph-2: ಮೈಸೂರು,ಮಾ.28(ಎಂಟಿವೈ)- ರಾಜ್ಯ ಸರ್ಕಾರ 1 ಸಾವಿರ ಸರ್ಕಾರಿ ಶಾಲೆಗಳಲ್ಲಿ ಆಂಗ್ಲ ಮಾಧ್ಯಮ ಶಿಕ್ಷಣ ನೀಡಲು ಮುಂದಾಗಿರುವ ಕ್ರಮ ವಿರುದ್ಧ ಕನ್ನಡ ಕ್ರಿಯಾ ಸಮಿತಿ ಕೈಗೊಂಡಿರುವ ನಿರ್ಣಯವನ್ನು ವಿವಿಧ ಸಂಘಟನೆಗಳು ಖಂಡಿಸಿವೆ. ಮಕ್ಕಳಿಗೆ ಮಾತೃಭಾಷೆಯ ಜೊತೆಗೆ ಇಂಗ್ಲಿಷ್ ಕಲಿಕೆಯೂ ಅಗತ್ಯವಿದ್ದು, ಪೋಷಕರ ಆಶಯಕ್ಕೆ ಸರ್ಕಾರ ಸ್ಪಂದಿಸಿದೆ ಎಂದು ಅವರು ಹೇಳಿದರು. ಶಿಕ್ಷಣ ತಜ್ಞರು ಹಾಗೂ ಸಾಹಿತಿಗಳು ಈ ಬಗ್ಗೆ ಚರ್ಚೆ ನಡೆಸಬೇಕು ಎಂದು ಒತ್ತಾಯಿಸಿದರು. [540,668,736,708]
bike-body-right [589,180,709,250]
